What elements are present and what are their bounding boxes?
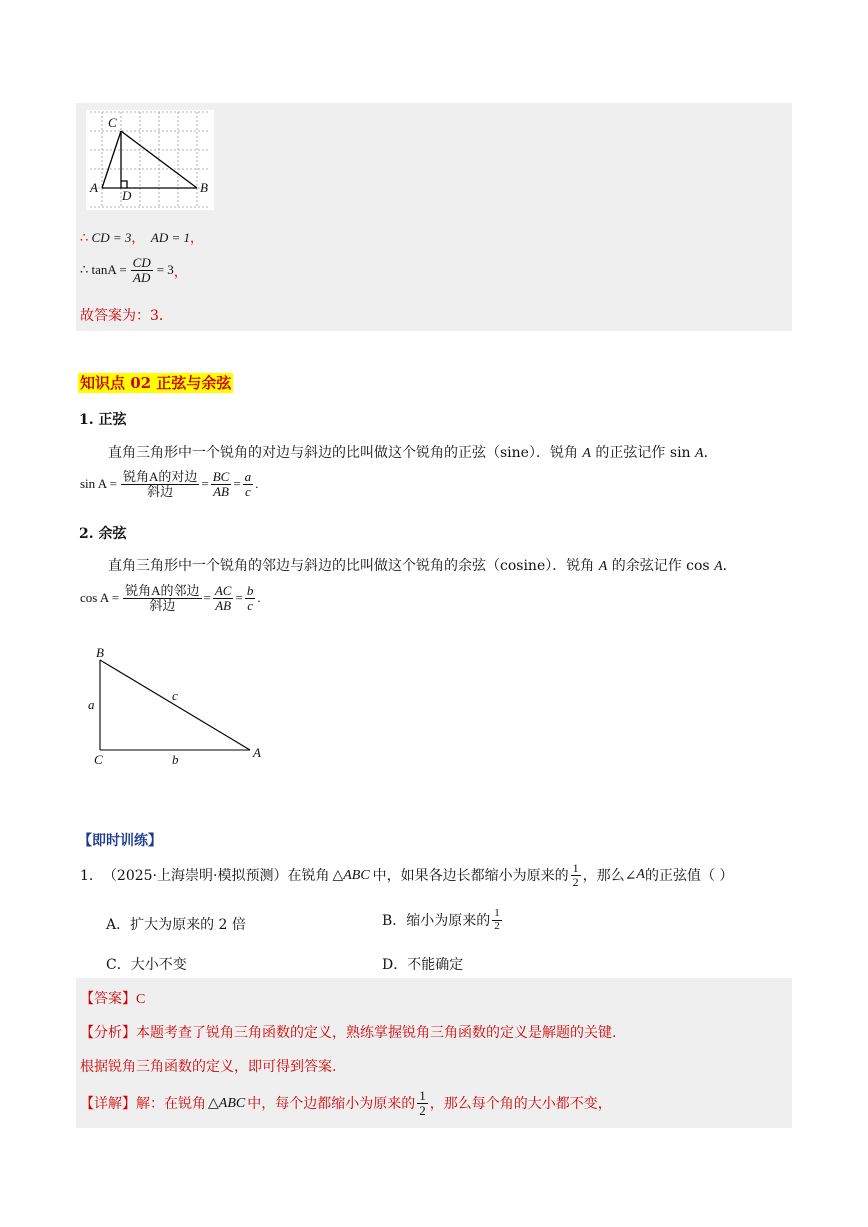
option-b-num: 1 xyxy=(494,907,500,919)
sine-eq1: = xyxy=(201,476,209,492)
sine-text-before: 直角三角形中一个锐角的对边与斜边的比叫做这个锐角的正弦（sine）．锐角 xyxy=(108,445,583,461)
cosine-frac-letters-num: b xyxy=(246,583,254,598)
cosine-frac-sides-den: AB xyxy=(215,597,232,613)
cosine-frac-letters-den: c xyxy=(247,597,253,613)
option-d[interactable]: D．不能确定 xyxy=(382,957,464,973)
cosine-definition xyxy=(108,555,737,575)
cosine-var-a: A xyxy=(598,559,608,574)
cosine-frac-sides-num: AC xyxy=(214,583,232,598)
detail-text3: ，那么每个角的大小都不变， xyxy=(429,1096,612,1113)
answer-label: 【答案】 xyxy=(80,991,136,1007)
detail-frac-den: 2 xyxy=(419,1102,426,1118)
question-source: （2025·上海崇明·模拟预测） xyxy=(102,868,288,885)
question-fraction xyxy=(571,862,581,888)
detail-fraction xyxy=(417,1089,428,1117)
question-1 xyxy=(80,862,733,888)
option-a[interactable]: A．扩大为原来的 2 倍 xyxy=(106,917,246,933)
question-frac-den: 2 xyxy=(572,874,579,889)
option-b-den: 2 xyxy=(494,919,500,932)
detail-label: 【详解】 xyxy=(80,1096,136,1113)
analysis-label: 【分析】 xyxy=(80,1025,136,1041)
option-c[interactable]: C．大小不变 xyxy=(106,957,187,973)
detail-frac-num: 1 xyxy=(419,1088,426,1103)
sine-frac-sides-den: AB xyxy=(213,483,229,499)
question-triangle: △ABC xyxy=(332,867,370,883)
cd-value: CD = 3 xyxy=(91,230,132,245)
grid-label-b: B xyxy=(200,180,208,195)
sine-period: ． xyxy=(703,445,718,461)
cosine-frac-words-den: 斜边 xyxy=(149,597,176,613)
question-text2: 中，如果各边长都缩小为原来的 xyxy=(372,868,569,885)
sine-frac-words-num: 锐角A的对边 xyxy=(122,469,198,484)
section-heading xyxy=(78,372,233,393)
analysis-row xyxy=(80,1022,616,1042)
triangle-side-b: b xyxy=(172,752,179,767)
cosine-frac-sides xyxy=(213,584,234,612)
analysis-row-2: 根据锐角三角函数的定义，即可得到答案. xyxy=(80,1059,337,1075)
cosine-lhs: cos A = xyxy=(80,590,120,606)
triangle-side-c: c xyxy=(172,688,178,703)
tan-fraction xyxy=(131,256,153,284)
sine-frac-letters-num: a xyxy=(244,469,252,484)
question-number: 1． xyxy=(80,868,103,885)
answer-value: C xyxy=(136,992,146,1007)
end-comma: ， xyxy=(190,230,204,245)
cosine-frac-letters xyxy=(245,584,256,612)
practice-heading: 【即时训练】 xyxy=(78,833,162,849)
option-b-text: B．缩小为原来的 xyxy=(382,913,491,930)
sine-end: . xyxy=(255,476,259,492)
ad-value: AD = 1 xyxy=(150,230,190,245)
sine-var-a: A xyxy=(582,446,591,461)
detail-text2: 中，每个边都缩小为原来的 xyxy=(247,1096,416,1113)
sine-eq2: = xyxy=(233,476,241,492)
sine-frac-sides-num: BC xyxy=(212,469,230,484)
cosine-text-after: 的余弦记作 cos xyxy=(607,558,715,574)
cosine-frac-words xyxy=(123,584,201,612)
cosine-title: 2. 余弦 xyxy=(79,526,127,542)
given-line xyxy=(80,227,203,246)
sine-frac-letters xyxy=(243,470,254,498)
right-triangle-figure xyxy=(95,655,260,755)
triangle-vertex-a: A xyxy=(253,745,261,760)
grid-label-d: D xyxy=(122,188,132,203)
sep-comma: ， xyxy=(131,230,145,245)
question-text1: 在锐角 xyxy=(287,868,330,885)
analysis-text: 本题考查了锐角三角函数的定义，熟练掌握锐角三角函数的定义是解题的关键. xyxy=(136,1025,617,1041)
triangle-vertex-c: C xyxy=(94,752,103,767)
answer-line: 故答案为：3． xyxy=(80,308,173,324)
cosine-text-before: 直角三角形中一个锐角的邻边与斜边的比叫做这个锐角的余弦（cosine）．锐角 xyxy=(108,558,599,574)
therefore-symbol: ∴ xyxy=(80,230,89,245)
section-heading-text: 知识点 02 正弦与余弦 xyxy=(80,374,232,392)
sine-text-after: 的正弦记作 sin xyxy=(590,445,696,461)
tan-lhs: ∴ tanA = xyxy=(80,262,127,278)
tan-denominator: AD xyxy=(133,269,151,285)
sine-var-a2: A xyxy=(695,446,704,461)
grid-triangle-figure xyxy=(86,110,214,210)
sine-title: 1. 正弦 xyxy=(79,412,127,428)
tan-result: = 3 xyxy=(156,262,174,278)
sine-frac-words-den: 斜边 xyxy=(147,483,174,499)
detail-row xyxy=(80,1089,612,1117)
question-angle: A xyxy=(636,867,645,883)
sine-frac-sides xyxy=(211,470,232,498)
question-frac-num: 1 xyxy=(572,861,579,875)
cosine-frac-words-num: 锐角A的邻边 xyxy=(125,583,200,598)
cosine-eq1: = xyxy=(203,590,211,606)
tan-end: ， xyxy=(173,263,187,279)
sine-frac-letters-den: c xyxy=(245,483,251,499)
detail-text1: 解：在锐角 xyxy=(136,1096,206,1113)
grid-label-c: C xyxy=(108,115,117,130)
cosine-var-a2: A xyxy=(714,559,723,574)
detail-triangle: △ABC xyxy=(208,1095,246,1111)
tan-numerator: CD xyxy=(132,255,151,270)
question-text4: 的正弦值（ ） xyxy=(644,868,734,885)
triangle-side-a: a xyxy=(88,697,95,712)
sine-formula xyxy=(80,470,258,498)
option-b-fraction xyxy=(492,908,502,932)
triangle-vertex-b: B xyxy=(96,645,104,660)
cosine-formula xyxy=(80,584,261,612)
cosine-eq2: = xyxy=(235,590,243,606)
sine-definition xyxy=(108,442,718,462)
option-b[interactable] xyxy=(382,908,504,932)
answer-row xyxy=(80,988,145,1008)
cosine-end: . xyxy=(257,590,261,606)
sine-lhs: sin A = xyxy=(80,476,117,492)
cosine-period: ． xyxy=(722,558,737,574)
sine-frac-words xyxy=(121,470,199,498)
question-text3: ，那么∠ xyxy=(582,868,637,885)
tan-line xyxy=(80,256,187,284)
grid-label-a: A xyxy=(90,180,98,195)
